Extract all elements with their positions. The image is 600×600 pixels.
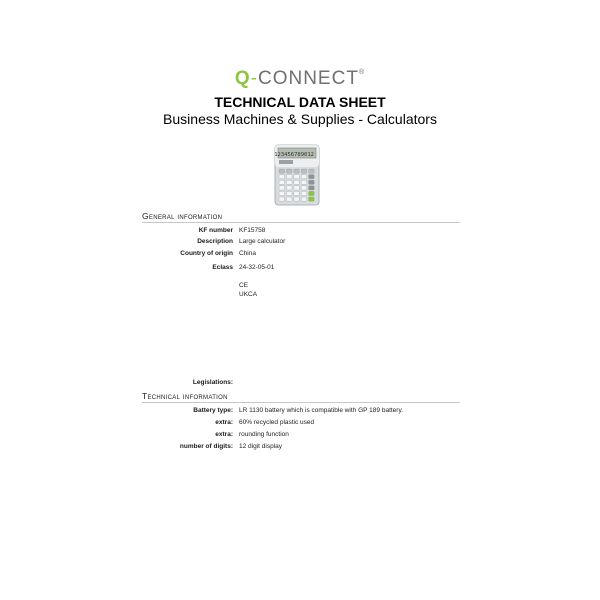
document-subtitle: Business Machines & Supplies - Calculators [163,111,437,127]
calculator-key [309,169,315,173]
calculator-key [286,191,292,195]
calculator-key [301,191,307,195]
general-information-heading: General information [142,211,460,223]
calculator-display-text: 123456789012 [274,152,314,158]
calculator-key [279,169,285,173]
extra-row [140,430,460,440]
registered-mark: ® [358,69,366,76]
kf-number-value: KF15758 [239,227,266,234]
calculator-image [274,144,320,206]
brand-logo [0,68,600,90]
calculator-key [286,197,292,201]
country-label: Country of origin [180,250,233,257]
calculator-key [286,169,292,173]
extra-row [140,418,460,428]
calculator-key [301,186,307,190]
calculator-key [294,197,300,201]
extra-label: extra: [215,419,233,426]
number-of-digits-label: number of digits: [179,443,233,450]
calculator-key [279,175,285,179]
legislations-row [140,378,460,388]
calculator-key [294,186,300,190]
eclass-value: 24-32-05-01 [239,264,275,271]
brand-logo-q: Q [234,68,251,89]
number-of-digits-row [140,442,460,452]
extra-label: extra: [215,431,233,438]
battery-type-row [140,406,460,416]
description-label: Description [197,238,233,245]
calculator-key [286,186,292,190]
calculator-key [294,191,300,195]
calculator-key [309,191,315,195]
calculator-key [301,180,307,184]
brand-logo-dash: - [250,68,258,89]
calculator-key [309,186,315,190]
calculator-key [301,169,307,173]
calculator-key [294,180,300,184]
description-value: Large calculator [239,238,286,245]
country-row [140,249,460,259]
calculator-key [309,180,315,184]
certification-ce: CE [239,282,249,289]
extra-value: 60% recycled plastic used [239,419,315,426]
technical-information-heading: Technical information [142,391,460,403]
extra-value: rounding function [239,431,289,438]
description-row [140,237,460,247]
calculator-key [279,180,285,184]
calculator-key [286,180,292,184]
document-title: TECHNICAL DATA SHEET [214,94,386,110]
calculator-key [279,191,285,195]
kf-number-row [140,226,460,236]
eclass-label: Eclass [212,264,233,271]
eclass-row [140,263,460,273]
calculator-key [294,169,300,173]
kf-number-label: KF number [198,227,233,234]
calculator-key [301,175,307,179]
calculator-key [309,175,315,179]
calculator-key [294,175,300,179]
certification-ukca: UKCA [239,291,258,298]
calculator-key [301,197,307,201]
battery-type-label: Battery type: [193,407,233,414]
number-of-digits-value: 12 digit display [239,443,282,450]
brand-logo-name: CONNECT [257,68,359,89]
country-value: China [239,250,256,257]
battery-type-value: LR 1130 battery which is compatible with GP 189 battery. [239,407,404,414]
legislations-label: Legislations: [192,379,233,386]
calculator-key [279,197,285,201]
calculator-key [309,197,315,201]
calculator-key [286,175,292,179]
calculator-key [279,186,285,190]
